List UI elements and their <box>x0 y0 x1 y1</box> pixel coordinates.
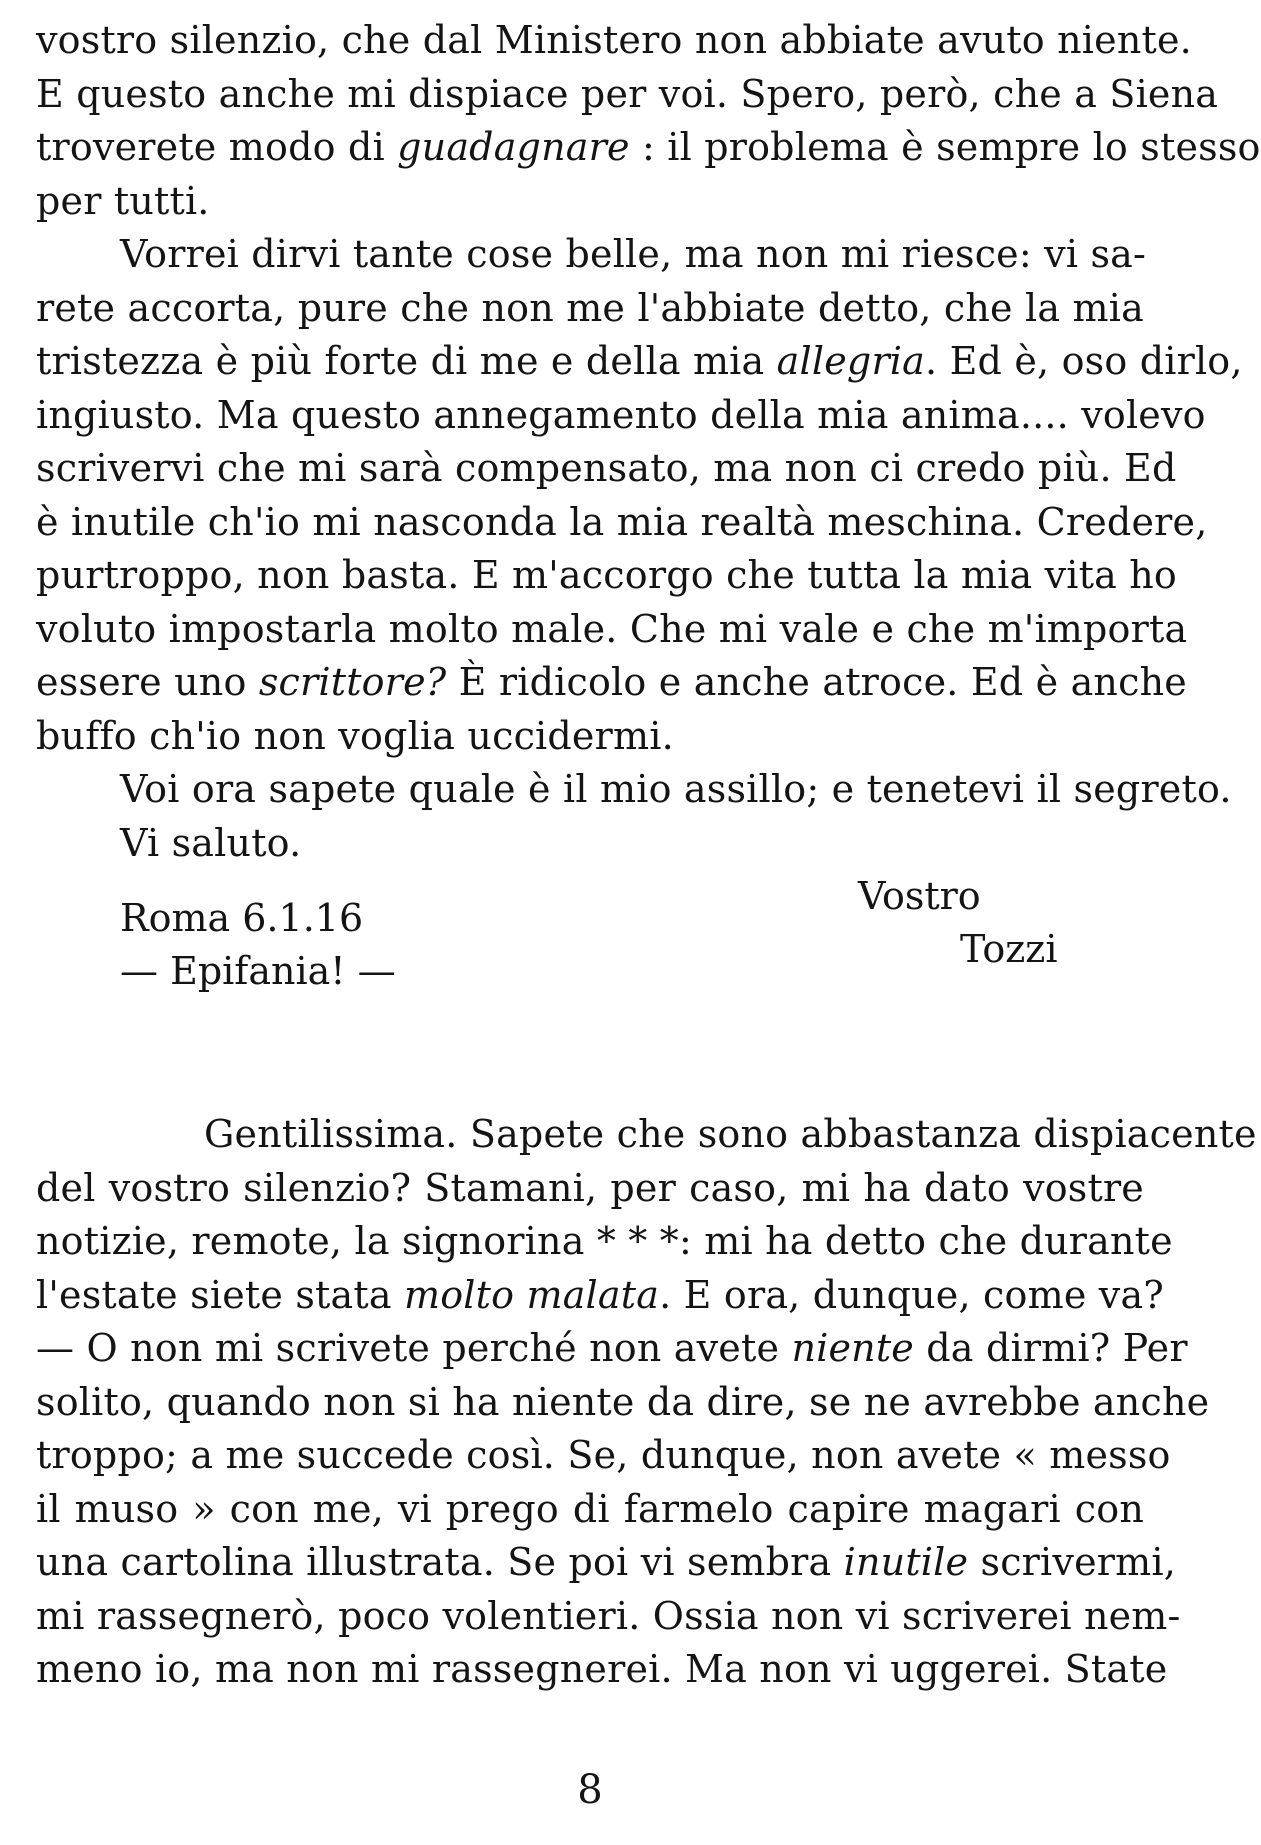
text-segment: da dirmi? Per <box>914 1326 1188 1370</box>
text-line: mi rassegnerò, poco volentieri. Ossia non vi scriverei nem- <box>36 1593 1181 1638</box>
text-line: Voi ora sapete quale è il mio assillo; e tenetevi il segreto. <box>120 767 1232 811</box>
text-segment: scrivermi, <box>968 1540 1176 1584</box>
text-line: purtroppo, non basta. E m'accorgo che tutta la mia vita ho <box>36 553 1178 597</box>
text-line: notizie, remote, la signorina * * *: mi ha detto che durante <box>36 1219 1173 1263</box>
text-line: il muso » con me, vi prego di farmelo capire magari con <box>36 1486 1144 1531</box>
italic-word: guadagnare <box>397 125 630 169</box>
valediction: Vostro <box>858 874 981 918</box>
paragraph-2 <box>36 228 1243 763</box>
letter-separator <box>36 1020 1144 1108</box>
italic-word: molto malata <box>403 1272 660 1317</box>
text-segment: troverete modo di <box>36 125 398 169</box>
italic-word: scrittore? <box>258 660 447 704</box>
letter-1 <box>36 14 1261 1020</box>
text-line: rete accorta, pure che non me l'abbiate detto, che la mia <box>36 285 1144 330</box>
text-line: voluto impostarla molto male. Che mi vale e che m'importa <box>36 606 1188 651</box>
italic-word: allegria <box>776 339 926 383</box>
text-line: è inutile ch'io mi nasconda la mia realtà meschina. Credere, <box>36 499 1208 544</box>
text-segment: : il problema è sempre lo stesso <box>629 125 1261 169</box>
text-line: buffo ch'io non voglia uccidermi. <box>36 713 674 758</box>
text-line <box>36 656 1187 710</box>
italic-word: niente <box>791 1326 914 1370</box>
text-line: ingiusto. Ma questo annegamento della mia anima.... volevo <box>36 392 1206 437</box>
text-line: del vostro silenzio? Stamani, per caso, mi ha dato vostre <box>36 1165 1144 1210</box>
text-segment: essere uno <box>36 660 259 704</box>
text-line: troppo; a me succede così. Se, dunque, non avete « messo <box>36 1433 1171 1477</box>
text-line <box>36 121 1261 175</box>
text-line: scrivervi che mi sarà compensato, ma non ci credo più. Ed <box>36 446 1177 490</box>
text-line: Gentilissima. Sapete che sono abbastanza dispiacente <box>204 1112 1257 1156</box>
text-line <box>36 335 1243 389</box>
date-note: — Epifania! — <box>120 949 396 993</box>
text-line: Vi saluto. <box>120 820 302 865</box>
paragraph-1 <box>36 14 1261 228</box>
place-date: Roma 6.1.16 <box>120 896 364 940</box>
book-page <box>36 14 1261 1697</box>
text-line: meno io, ma non mi rassegnerei. Ma non vi uggerei. State <box>36 1647 1168 1691</box>
italic-word: inutile <box>843 1540 969 1584</box>
text-segment: tristezza è più forte di me e della mia <box>36 339 777 383</box>
text-line: E questo anche mi dispiace per voi. Spero, però, che a Siena <box>36 71 1219 116</box>
text-segment: una cartolina illustrata. Se poi vi sembra <box>36 1540 844 1584</box>
text-line: solito, quando non si ha niente da dire, se ne avrebbe anche <box>36 1379 1210 1424</box>
text-segment: — O non mi scrivete perché non avete <box>36 1326 792 1370</box>
paragraph-3 <box>36 763 1232 870</box>
page-number: 8 <box>577 1767 603 1813</box>
text-line <box>36 1322 1188 1376</box>
text-line: vostro silenzio, che dal Ministero non abbiate avuto niente. <box>36 18 1192 62</box>
text-line: per tutti. <box>36 178 210 223</box>
text-line <box>36 1536 1176 1590</box>
letter-2 <box>36 1108 1257 1697</box>
text-segment: . E ora, dunque, come va? <box>659 1272 1164 1317</box>
text-line <box>36 1269 1164 1323</box>
text-segment: l'estate siete stata <box>36 1272 404 1317</box>
text-segment: . Ed è, oso dirlo, <box>925 339 1243 383</box>
text-line: Vorrei dirvi tante cose belle, ma non mi riesce: vi sa- <box>120 232 1147 276</box>
text-segment: È ridicolo e anche atroce. Ed è anche <box>446 660 1187 704</box>
letter-closing <box>36 870 1144 1020</box>
signature: Tozzi <box>960 927 1058 971</box>
